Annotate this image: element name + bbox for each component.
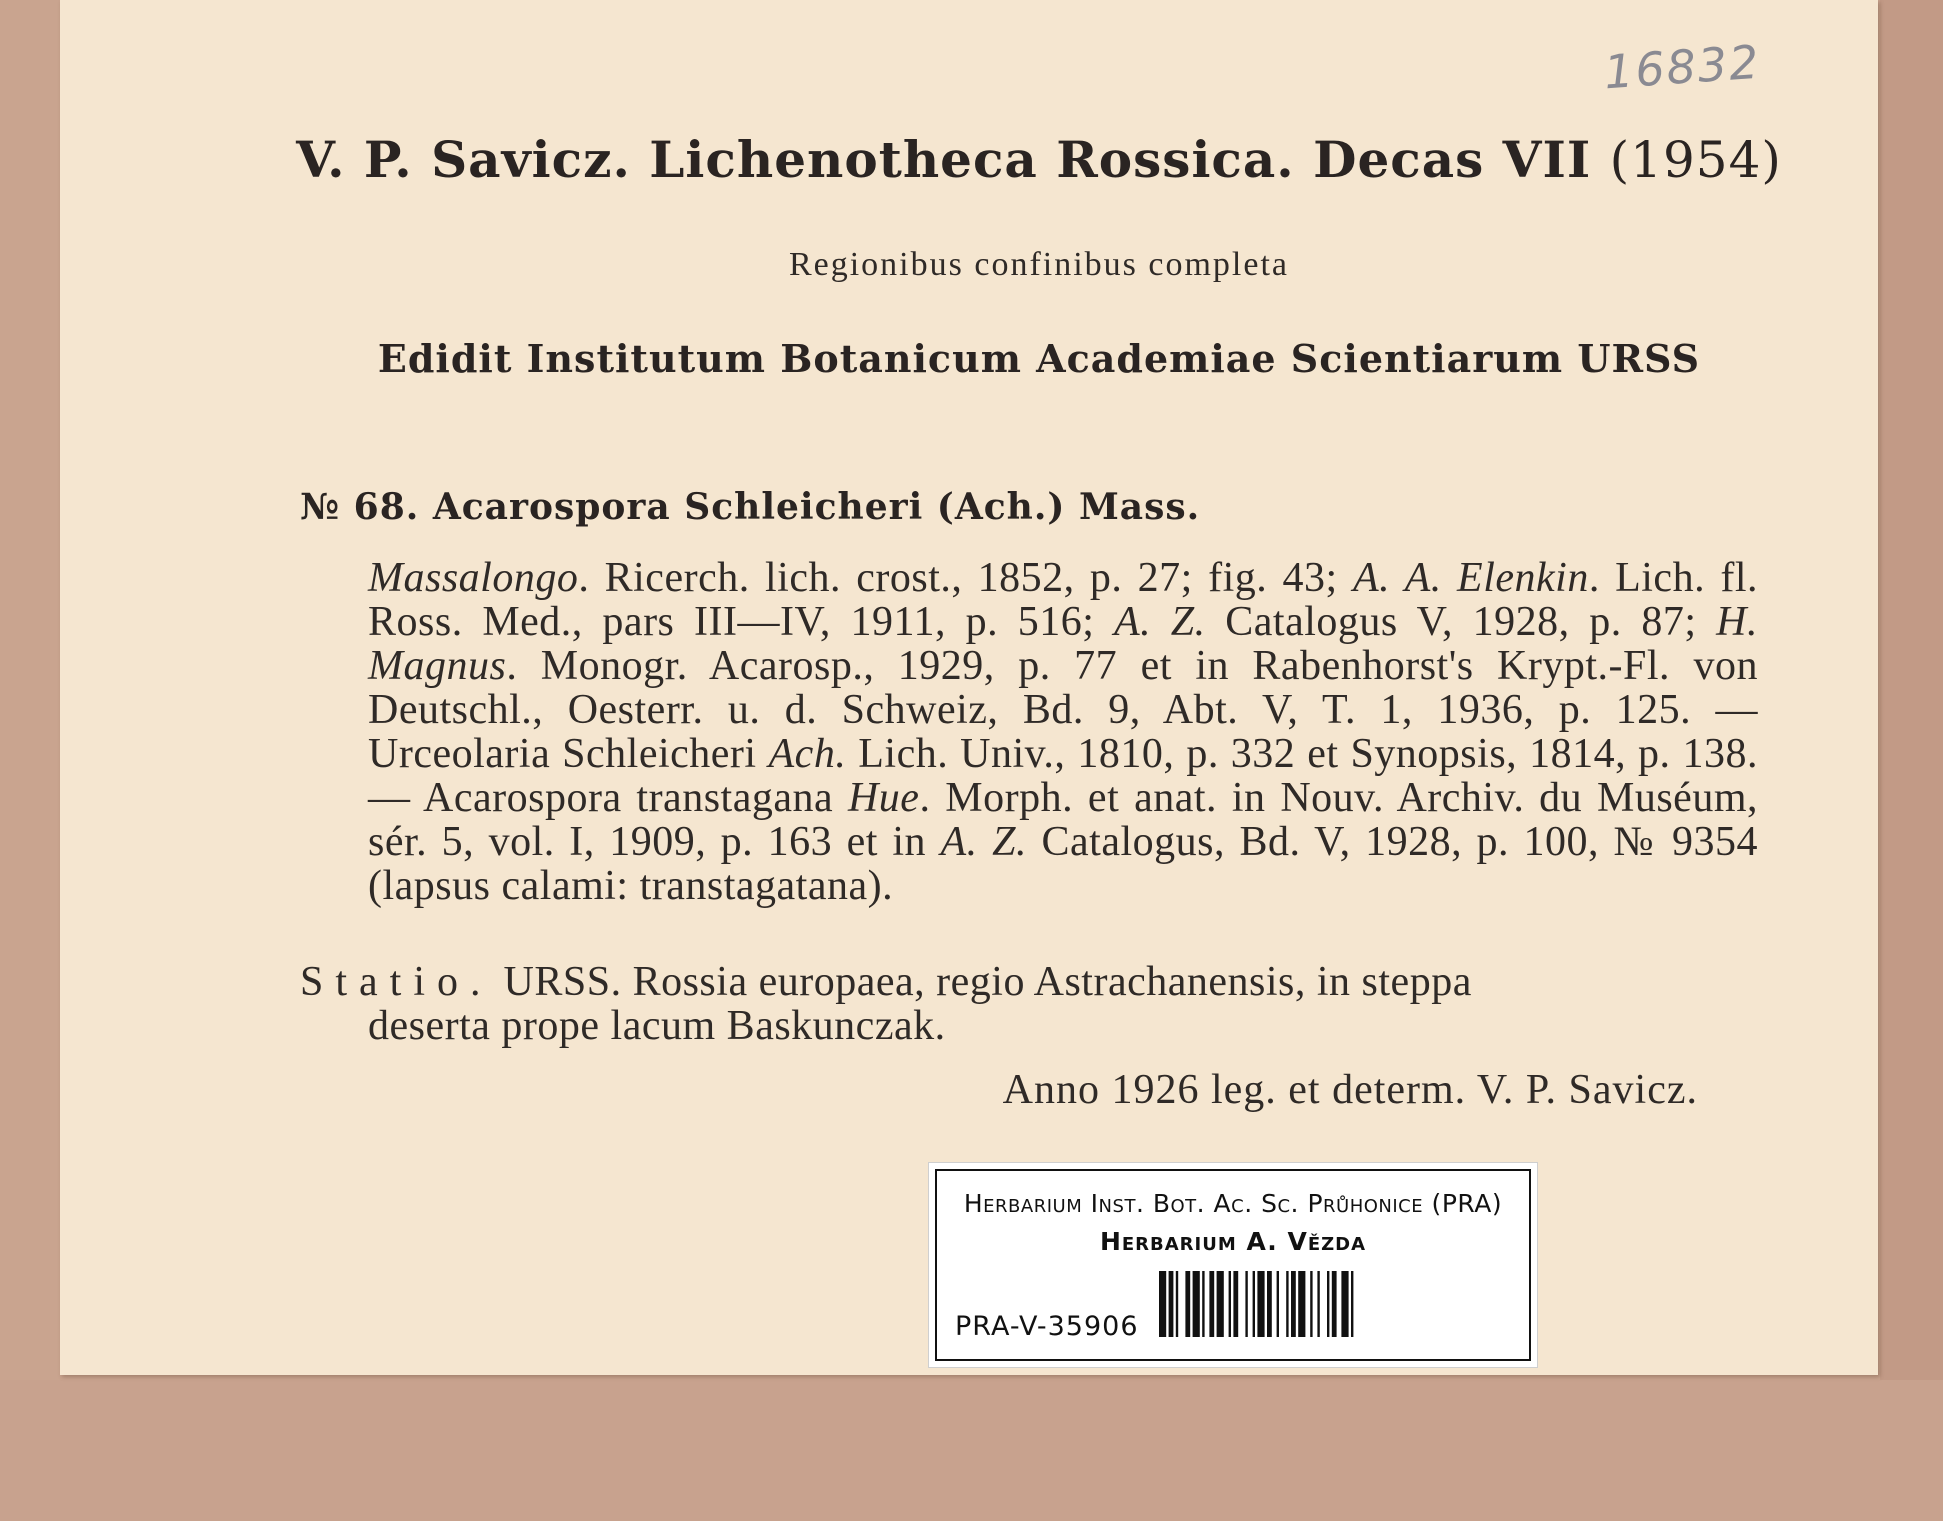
- title-main: V. P. Savicz. Lichenotheca Rossica. Decas VII: [296, 130, 1592, 189]
- title-year: (1954): [1609, 131, 1782, 189]
- label-subtitle: Regionibus confinibus completa: [788, 246, 1290, 283]
- statio-label: Statio.: [300, 959, 493, 1005]
- ref-author: Massalongo: [368, 555, 579, 601]
- species-heading: № 68. Acarospora Schleicheri (Ach.) Mass.: [300, 486, 1201, 528]
- label-title: [60, 130, 1878, 189]
- ref-author: A. Z.: [940, 819, 1028, 865]
- ref-author: A. Z.: [1113, 599, 1206, 645]
- ref-author: H. Magnus: [368, 599, 1758, 689]
- ref-text: . Lich. fl. Ross. Med., pars III—IV, 1911, p. 516;: [368, 555, 1758, 645]
- ref-author: Hue: [847, 775, 920, 821]
- references-paragraph: [368, 556, 1758, 908]
- barcode-icon: [1159, 1271, 1513, 1337]
- specimen-id: PRA-V-35906: [955, 1311, 1139, 1342]
- handwritten-number: 16832: [1601, 34, 1762, 100]
- ref-text: Catalogus V, 1928, p. 87;: [1205, 599, 1717, 645]
- publisher-line: Edidit Institutum Botanicum Academiae Scientiarum URSS: [377, 336, 1701, 381]
- ref-text: . Monogr. Acarosp., 1929, p. 77 et in Rabenhorst's Krypt.-Fl. von Deutschl., Oesterr. u. d. Schweiz, Bd. 9, Abt. V, T. 1, 1936, p. 125. — Urceolaria Schleicheri: [368, 643, 1758, 777]
- ref-text: . Ricerch. lich. crost., 1852, p. 27; fig. 43;: [578, 555, 1353, 601]
- herbarium-label: [928, 1162, 1538, 1368]
- collector-line: Anno 1926 leg. et determ. V. P. Savicz.: [1002, 1067, 1698, 1113]
- background-shadow: [1880, 0, 1943, 1521]
- herbarium-collection: Herbarium A. Vězda: [1099, 1227, 1367, 1256]
- statio-text-continued: deserta prope lacum Baskunczak.: [368, 1003, 946, 1049]
- herbarium-label-frame: [935, 1169, 1531, 1361]
- ref-author: Ach.: [768, 731, 847, 777]
- herbarium-institution: Herbarium Inst. Bot. Ac. Sc. Průhonice (PRA): [963, 1189, 1503, 1218]
- statio-paragraph: [300, 960, 1758, 1048]
- background-mount: [0, 1380, 1943, 1521]
- ref-text: Lich. Univ., 1810, p. 332 et Synopsis, 1814, p. 138. — Acarospora transtagana: [368, 731, 1758, 821]
- ref-text: Catalogus, Bd. V, 1928, p. 100, № 9354 (lapsus calami: transtagatana).: [368, 819, 1758, 909]
- ref-text: . Morph. et anat. in Nouv. Archiv. du Muséum, sér. 5, vol. I, 1909, p. 163 et in: [368, 775, 1758, 865]
- ref-author: A. A. Elenkin: [1352, 555, 1589, 601]
- statio-text: URSS. Rossia europaea, regio Astrachanensis, in steppa: [492, 959, 1472, 1005]
